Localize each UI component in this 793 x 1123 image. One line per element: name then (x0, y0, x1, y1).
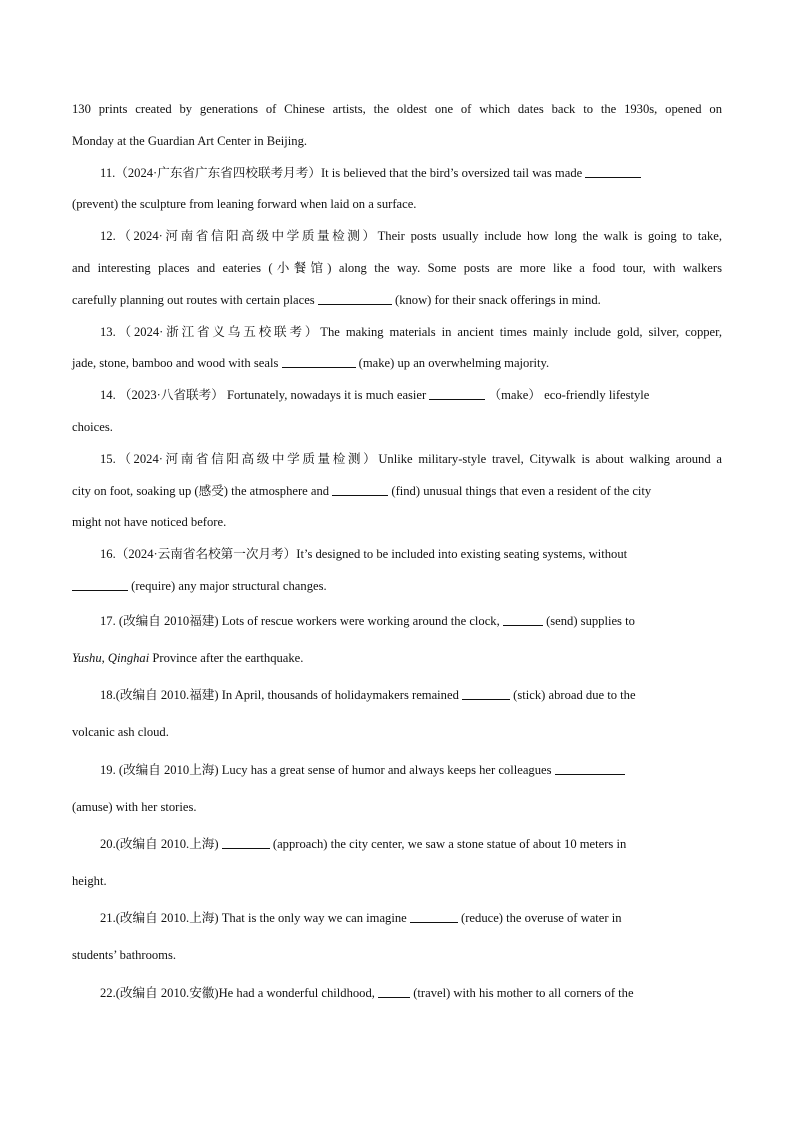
text-run: (know) for their snack offerings in mind. (395, 292, 601, 307)
text-run: height. (72, 874, 107, 889)
text-run: 16.（2024·云南省名校第一次月考）It’s designed to be included into existing seating systems, without (100, 547, 628, 562)
text-run: jade, stone, bamboo and wood with seals (72, 356, 282, 371)
text-run: (prevent) the sculpture from leaning forward when laid on a surface. (72, 197, 417, 212)
text-run: (find) unusual things that even a resident of the city (391, 483, 652, 498)
text-line (72, 507, 722, 539)
answer-blank[interactable] (282, 355, 356, 368)
text-run: 130 prints created by generations of Chinese artists, the oldest one of which dates back to the 1930s, opened on (72, 102, 722, 116)
question-17 (72, 603, 722, 677)
text-line (72, 317, 722, 349)
text-line (72, 221, 722, 253)
text-run: city on foot, soaking up (感受) the atmosphere and (72, 483, 333, 498)
text-line (72, 253, 722, 285)
text-run: 13.（2024·浙江省义乌五校联考）The making materials in ancient times mainly include gold, silver, copper, (100, 324, 722, 339)
text-run: 11.（2024·广东省广东省四校联考月考）It is believed that the bird’s oversized tail was made (100, 165, 586, 180)
question-19 (72, 752, 722, 826)
text-run: (make) up an overwhelming majority. (358, 356, 550, 371)
text-line (72, 863, 722, 900)
text-run: 20.(改编自 2010.上海) (100, 836, 222, 851)
text-run: (send) supplies to (546, 613, 635, 628)
question-22 (72, 975, 722, 1012)
text-run: (approach) the city center, we saw a stone statue of about 10 meters in (272, 836, 627, 851)
text-run: 12.（2024·河南省信阳高级中学质量检测）Their posts usually include how long the walk is going to take, (100, 229, 722, 244)
place-name: Yushu, Qinghai (72, 650, 150, 665)
question-12 (72, 221, 722, 316)
text-line (72, 571, 722, 603)
answer-blank[interactable] (462, 687, 510, 700)
text-line (72, 189, 722, 221)
text-run: 22.(改编自 2010.安徽)He had a wonderful childhood, (100, 985, 379, 1000)
question-15 (72, 444, 722, 539)
text-line (72, 677, 722, 714)
text-line (72, 539, 722, 571)
text-run: carefully planning out routes with certain places (72, 292, 318, 307)
answer-blank[interactable] (318, 292, 392, 305)
answer-blank[interactable] (503, 613, 543, 626)
exercise-text (72, 94, 722, 1012)
text-run: (reduce) the overuse of water in (461, 911, 622, 926)
text-run: 19. (改编自 2010上海) Lucy has a great sense of humor and always keeps her colleagues (100, 762, 555, 777)
question-11 (72, 158, 722, 222)
answer-blank[interactable] (410, 910, 458, 923)
text-line (72, 975, 722, 1012)
text-run: （make） eco-friendly lifestyle (488, 388, 650, 403)
text-run: (stick) abroad due to the (513, 688, 636, 703)
question-21 (72, 900, 722, 974)
text-run: choices. (72, 419, 113, 434)
text-line (72, 714, 722, 751)
question-13 (72, 317, 722, 381)
text-line (72, 94, 722, 126)
text-line (72, 158, 722, 190)
text-line (72, 752, 722, 789)
answer-blank[interactable] (585, 165, 641, 178)
continuation-paragraph (72, 94, 722, 158)
answer-blank[interactable] (555, 762, 625, 775)
text-line (72, 603, 722, 640)
text-run: (amuse) with her stories. (72, 799, 197, 814)
text-run: 14. （2023·八省联考） Fortunately, nowadays it is much easier (100, 388, 430, 403)
text-run: 17. (改编自 2010福建) Lots of rescue workers were working around the clock, (100, 613, 503, 628)
answer-blank[interactable] (72, 578, 128, 591)
answer-blank[interactable] (378, 985, 410, 998)
text-run: might not have noticed before. (72, 515, 227, 530)
question-18 (72, 677, 722, 751)
text-line (72, 412, 722, 444)
text-line (72, 285, 722, 317)
text-run: 15.（2024·河南省信阳高级中学质量检测）Unlike military-style travel, Citywalk is about walking around a (100, 451, 722, 466)
text-line (72, 126, 722, 158)
question-14 (72, 380, 722, 444)
text-line (72, 444, 722, 476)
text-run: 18.(改编自 2010.福建) In April, thousands of holidaymakers remained (100, 688, 463, 703)
text-line (72, 380, 722, 412)
text-line (72, 789, 722, 826)
text-line (72, 826, 722, 863)
answer-blank[interactable] (332, 483, 388, 496)
question-20 (72, 826, 722, 900)
text-line (72, 937, 722, 974)
text-run: (require) any major structural changes. (131, 578, 327, 593)
text-run: (travel) with his mother to all corners of the (413, 985, 634, 1000)
text-line (72, 640, 722, 677)
text-line (72, 476, 722, 508)
answer-blank[interactable] (222, 836, 270, 849)
text-run: Province after the earthquake. (149, 650, 304, 665)
text-line (72, 348, 722, 380)
text-run: 21.(改编自 2010.上海) That is the only way we can imagine (100, 911, 410, 926)
text-run: Monday at the Guardian Art Center in Beijing. (72, 133, 308, 148)
answer-blank[interactable] (429, 387, 485, 400)
text-run: and interesting places and eateries (小餐馆) along the way. Some posts are more like a food tour, with walkers (72, 260, 722, 275)
text-line (72, 900, 722, 937)
question-16 (72, 539, 722, 603)
text-run: students’ bathrooms. (72, 948, 177, 963)
text-run: volcanic ash cloud. (72, 725, 169, 740)
